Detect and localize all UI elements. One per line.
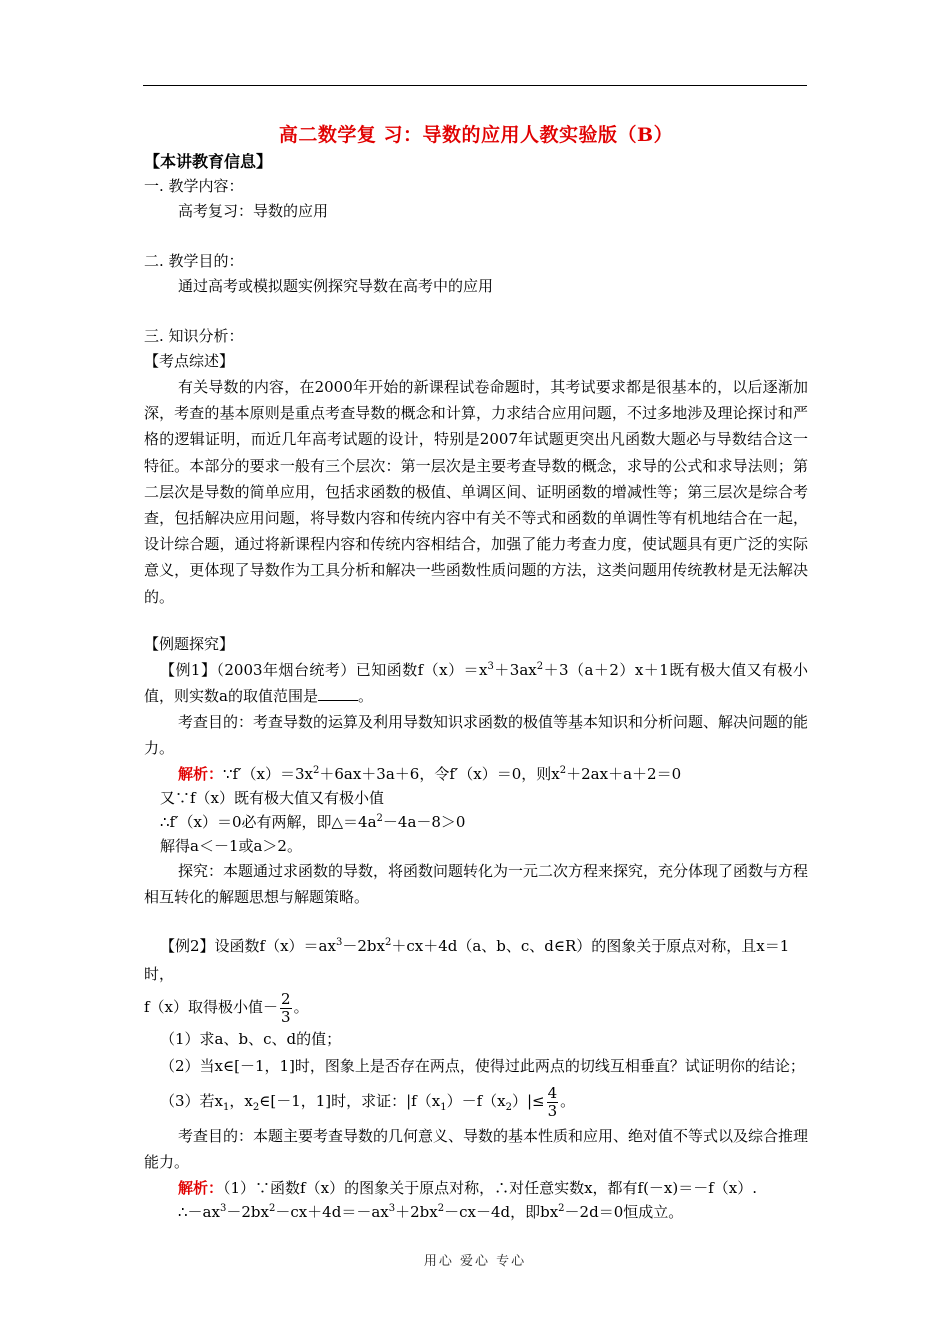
example-1-explore: 探究：本题通过求函数的导数，将函数问题转化为一元二次方程来探究，充分体现了函数与方程相互转化的解题思想与解题策略。 <box>144 861 809 906</box>
section-1-heading: 一. 教学内容： <box>144 177 244 195</box>
page-footer: 用心 爱心 专心 <box>423 1254 527 1269</box>
summary-paragraph: 有关导数的内容，在2000年开始的新课程试卷命题时，其考试要求都是很基本的，以后逐渐加深，考查的基本原则是重点考查导数的概念和计算，力求结合应用问题，不过多地涉及理论探讨和严格的逻辑证明，而近几年高考试题的设计，特别是2007年试题更突出凡函数大题必与导数结合这一特征。本部分的要求一般有三个层次：第一层次是主要考查导数的概念，求导的公式和求导法则；第二层次是导数的简单应用，包括求函数的极值、单调区间、证明函数的增减性等；第三层次是综合考查，包括解决应用问题，将导数内容和传统内容中有关不等式和函数的单调性等有机地结合在一起，设计综合题，通过将新课程内容和传统内容相结合，加强了能力考查力度，使试题具有更广泛的实际意义，更体现了导数作为工具分析和解决一些函数性质问题的方法，这类问题用传统教材是无法解决的。 <box>144 378 808 606</box>
example-2-question-line-1: 【例2】设函数$f(x)=ax^3-2bx^2+cx+4d(a$、b、c、d∈R）的图象关于原点对称，且x＝1时， <box>144 937 790 984</box>
section-3-heading: 三. 知识分析： <box>144 327 244 345</box>
document-title: 高二数学复 习：导数的应用人教实验版（B） <box>278 124 674 146</box>
info-header: 【本讲教育信息】 <box>144 152 273 171</box>
example-2-question-line-2: f（x）取得极小值－ $\frac{2}{3}$ 。 <box>144 989 309 1026</box>
section-1-body: 高考复习：导数的应用 <box>178 202 329 220</box>
example-1-solution-line-3: ∴f′（x）＝0必有两解，即$\triangle=4a^2-4a-8>0$ <box>160 812 466 831</box>
example-2-solution-line-1: 解析：（1）∵函数f（x）的图象关于原点对称，∴对任意实数x，都有f(－x)＝－f（x）. <box>178 1178 758 1197</box>
summary-header: 【考点综述】 <box>144 352 235 370</box>
example-2-part-1: （1）求a、b、c、d的值； <box>160 1030 342 1049</box>
example-2-part-3: （3）若$x_1$，$x_2\in[-1$，1]时，求证：$|f(x_1)-f(x_2)|\le$ $\frac{4}{3}$ 。 <box>160 1083 576 1120</box>
example-1-solution-line-2: 又∵f（x）既有极大值又有极小值 <box>160 788 385 807</box>
example-1-solution-line-4: 解得a＜－1或a＞2。 <box>160 836 302 855</box>
example-1-question: 【例1】（2003年烟台统考）已知函数$f(x)=x^3+3ax^2+3(a+2)x+1$既有极大值又有极小值，则实数a的取值范围是 。 <box>144 660 808 706</box>
fraction-four-thirds: $\frac{4}{3}$ <box>547 1083 558 1120</box>
example-2-part-2: （2）当x∈[－1，1]时，图象上是否存在两点，使得过此两点的切线互相垂直？试证明你的结论； <box>160 1057 805 1076</box>
example-1-aim: 考查目的：考查导数的运算及利用导数知识求函数的极值等基本知识和分析问题、解决问题的能力。 <box>144 713 809 758</box>
document-body <box>144 120 808 1224</box>
examples-header: 【例题探究】 <box>144 634 235 653</box>
fraction-two-thirds: $\frac{2}{3}$ <box>281 989 291 1026</box>
example-2-aim: 考查目的：本题主要考查导数的几何意义、导数的基本性质和应用、绝对值不等式以及综合推理能力。 <box>144 1127 809 1172</box>
header-rule <box>143 85 807 86</box>
example-1-solution-line-1: 解析：$\because f'(x)=3x^2+6ax+3a+6$，令f′（x）＝0，则$x^2+2ax+a+2=0$ <box>178 764 682 783</box>
section-2-body: 通过高考或模拟题实例探究导数在高考中的应用 <box>178 277 494 295</box>
answer-blank <box>318 686 358 701</box>
section-2-heading: 二. 教学目的： <box>144 252 244 270</box>
example-2-solution-line-2: $\therefore-ax^3-2bx^2-cx+4d=-ax^3+2bx^2-cx-4d$，即$bx^2-2d=0$恒成立。 <box>178 1202 684 1221</box>
